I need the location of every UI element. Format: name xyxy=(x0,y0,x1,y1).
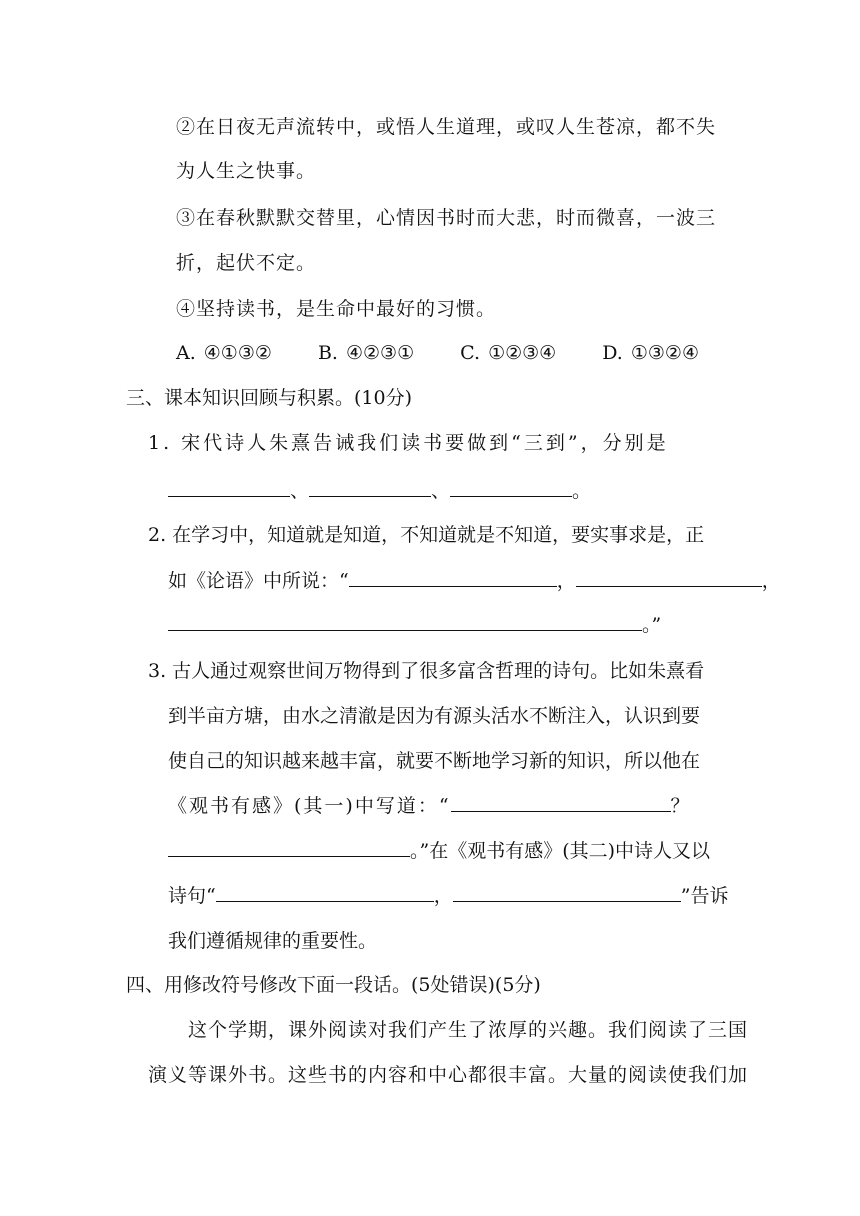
section-4-paragraph-line-2: 演义等课外书。这些书的内容和中心都很丰富。大量的阅读使我们加 xyxy=(148,1064,749,1086)
q1-answer-row: 、 、 。 xyxy=(168,478,591,504)
q3-line-1: 3. 古人通过观察世间万物得到了很多富含哲理的诗句。比如朱熹看 xyxy=(148,660,705,682)
q1-blank-1[interactable] xyxy=(168,478,290,497)
q1-blank-2[interactable] xyxy=(309,478,431,497)
item-2-line-2: 为人生之快事。 xyxy=(176,160,317,182)
q1-line-1: 1. 宋代诗人朱熹告诫我们读书要做到“三到”，分别是 xyxy=(148,432,669,454)
q2-line-1: 2. 在学习中，知道就是知道，不知道就是不知道，要实事求是，正 xyxy=(148,524,705,546)
section-4-heading: 四、用修改符号修改下面一段话。(5处错误)(5分) xyxy=(126,974,541,996)
item-3-line-1: ③在春秋默默交替里，心情因书时而大悲，时而微喜，一波三 xyxy=(176,207,717,229)
choice-a[interactable]: A. ④①③② xyxy=(176,342,272,364)
choice-d[interactable]: D. ①③②④ xyxy=(602,342,699,364)
q3-blank-3[interactable] xyxy=(216,883,434,902)
q2-line-3: 。” xyxy=(168,612,661,638)
item-4-line-1: ④坚持读书，是生命中最好的习惯。 xyxy=(176,298,497,320)
q3-line-3: 使自己的知识越来越丰富，就要不断地学习新的知识，所以他在 xyxy=(168,750,701,772)
q3-blank-4[interactable] xyxy=(453,883,681,902)
q3-blank-2[interactable] xyxy=(168,838,410,857)
q1-blank-3[interactable] xyxy=(450,478,572,497)
choice-c[interactable]: C. ①②③④ xyxy=(460,342,557,364)
choice-b[interactable]: B. ④②③① xyxy=(317,342,415,364)
q2-line-2: 如《论语》中所说：“ ， ， xyxy=(168,570,781,592)
q2-blank-2[interactable] xyxy=(576,568,762,587)
q3-line-4: 《观书有感》(其一)中写道：“ ？ xyxy=(168,795,692,817)
q2-blank-1[interactable] xyxy=(349,568,557,587)
q3-line-5: 。”在《观书有感》(其二)中诗人又以 xyxy=(168,838,710,864)
section-4-paragraph-line-1: 这个学期，课外阅读对我们产生了浓厚的兴趣。我们阅读了三国 xyxy=(188,1019,749,1041)
section-3-heading: 三、课本知识回顾与积累。(10分) xyxy=(126,387,413,409)
q3-line-6: 诗句“ ， ”告诉 xyxy=(168,885,729,907)
q3-blank-1[interactable] xyxy=(451,793,671,812)
item-3-line-2: 折，起伏不定。 xyxy=(176,252,317,274)
q2-blank-3[interactable] xyxy=(168,612,642,631)
q3-line-7: 我们遵循规律的重要性。 xyxy=(168,930,378,952)
item-2-line-1: ②在日夜无声流转中，或悟人生道理，或叹人生苍凉，都不失 xyxy=(176,116,717,138)
q3-line-2: 到半亩方塘，由水之清澈是因为有源头活水不断注入，认识到要 xyxy=(168,705,701,727)
choices-row xyxy=(176,340,739,366)
